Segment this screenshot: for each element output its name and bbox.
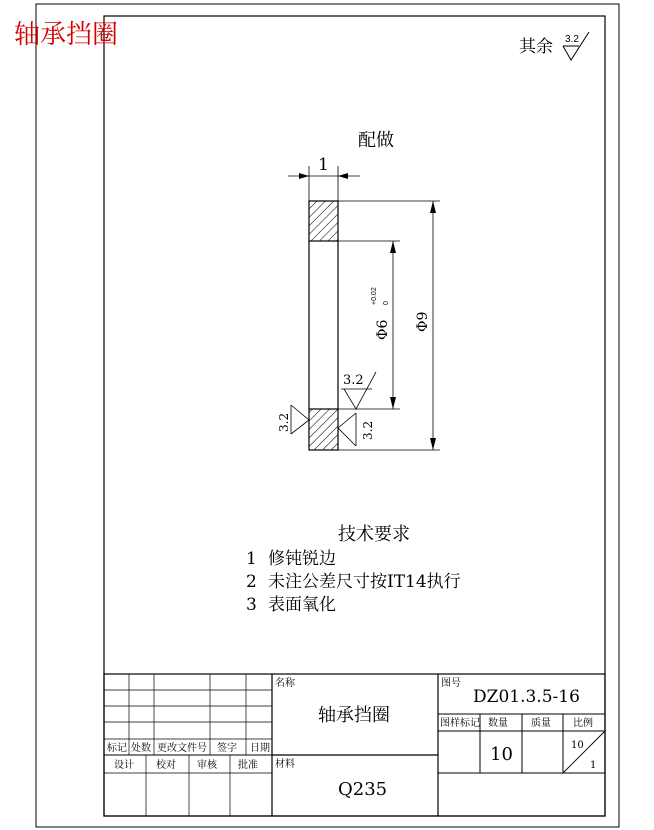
drawing-title: 配做 [358,130,394,151]
requirement-num: 3 [246,595,257,615]
material-value: Q235 [338,779,388,800]
dim-inner-tol-upper: +0.02 [371,287,378,305]
roughness-symbol-icon [291,405,309,434]
rev-label-sign: 签字 [217,743,237,754]
requirement-text: 修钝锐边 [268,549,336,569]
requirement-num: 1 [246,549,257,569]
roughness-value-left: 3.2 [277,412,291,432]
roughness-inner-face [341,372,376,409]
drawing-no-value: DZ01.3.5-16 [473,687,580,707]
part-section-view [309,201,338,450]
rev-label-date: 日期 [250,743,270,754]
scale-top: 10 [571,740,584,751]
dim-inner-label: Φ6 [375,319,391,340]
general-roughness-note [519,32,589,60]
requirement-text: 未注公差尺寸按IT14执行 [268,572,461,592]
header-mass: 质量 [531,718,551,729]
section-top [309,201,338,241]
sign-label-design: 设计 [114,760,134,771]
rev-label-docno: 更改文件号 [157,743,207,754]
roughness-left-face [277,405,309,434]
quantity-value: 10 [490,744,513,765]
roughness-note-value: 3.2 [565,34,579,45]
requirement-text: 表面氧化 [268,595,336,615]
requirement-num: 2 [246,572,257,592]
technical-requirements [246,524,461,615]
roughness-right-face [338,413,375,446]
roughness-value-right: 3.2 [361,420,375,440]
header-marking: 图样标记 [440,718,480,729]
dim-outer-label: Φ9 [415,311,431,332]
stamp-title: 轴承挡圈 [14,20,119,50]
sign-label-approve: 批准 [238,760,258,771]
dimension-width [288,155,360,201]
section-bottom [309,409,338,450]
requirements-title: 技术要求 [338,524,410,545]
roughness-note-label: 其余 [519,37,553,57]
roughness-value-inner: 3.2 [343,373,364,388]
name-label: 名称 [275,678,295,689]
drawing-no-label: 图号 [441,678,461,689]
sign-label-check: 校对 [156,760,176,771]
header-scale: 比例 [573,718,593,729]
dim-inner-tol-lower: 0 [383,301,390,305]
roughness-symbol-icon [338,413,356,446]
material-label: 材料 [275,759,295,770]
rev-label-count: 处数 [131,743,151,754]
rev-label-mark: 标记 [107,743,127,754]
sign-label-review: 审核 [197,760,217,771]
header-quantity: 数量 [488,718,508,729]
part-name: 轴承挡圈 [318,705,390,726]
dim-width-label: 1 [318,155,329,175]
scale-bottom: 1 [590,760,597,771]
